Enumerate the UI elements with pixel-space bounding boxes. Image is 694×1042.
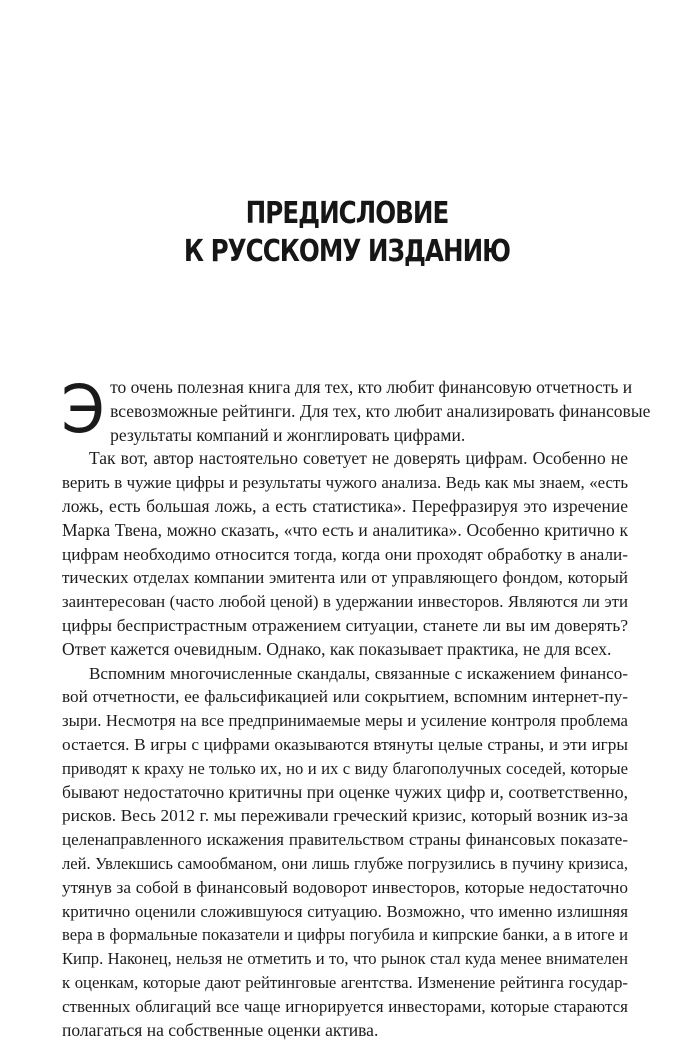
- text-line: всевозможные рейтинги. Для тех, кто любит анализировать финансовые: [110, 400, 651, 421]
- paragraph-3: [62, 662, 628, 1042]
- title-line-2: К РУССКОМУ ИЗДАНИЮ: [183, 234, 511, 269]
- text-line: Так вот, автор настоятельно советует не доверять цифрам. Особенно не: [89, 448, 628, 469]
- text-line: цифрам необходимо относится тогда, когда они проходят обработку в анали-: [62, 544, 628, 564]
- paragraph-1: [61, 371, 651, 448]
- drop-cap: Э: [61, 371, 105, 448]
- text-line: приводят к краху не только их, но и их с виду благополучных соседей, которые: [62, 758, 628, 778]
- body-text: [61, 371, 651, 1042]
- text-line: целенаправленного искажения правительством страны финансовых показате-: [62, 830, 628, 850]
- text-line: полагаться на собственные оценки актива.: [62, 1019, 379, 1040]
- text-line: ственных облигаций все чаще игнорируется инвесторами, которые стараются: [62, 996, 628, 1016]
- text-line: Кипр. Наконец, нельзя не отметить и то, что рынок стал куда менее внимателен: [62, 949, 628, 969]
- paragraph-2: [62, 447, 628, 661]
- text-line: бывают недостаточно критичны при оценке чужих цифр и, соответственно,: [62, 781, 628, 802]
- text-line: Марка Твена, можно сказать, «что есть и аналитика». Особенно критично к: [62, 519, 628, 540]
- text-line: лей. Увлекшись самообманом, они лишь глубже погрузились в пучину кризиса,: [62, 853, 628, 873]
- text-line: тических отделах компании эмитента или от управляющего фондом, который: [62, 568, 628, 588]
- text-line: ложь, есть большая ложь, а есть статистика». Перефразируя это изречение: [62, 495, 628, 516]
- text-line: Вспомним многочисленные скандалы, связанные с искажением финансо-: [89, 663, 628, 683]
- text-line: цифры беспристрастным отражением ситуации, станете ли вы им доверять?: [62, 615, 628, 635]
- text-line: остается. В игры с цифрами оказываются втянуты целые страны, и эти игры: [62, 734, 628, 754]
- text-line: к оценкам, которые дают рейтинговые агентства. Изменение рейтинга государ-: [62, 972, 628, 992]
- text-line: результаты компаний и жонглировать цифрами.: [110, 424, 466, 445]
- text-line: верить в чужие цифры и результаты чужого анализа. Ведь как мы знаем, «есть: [62, 473, 628, 493]
- text-line: вой отчетности, ее фальсификацией или сокрытием, вспомним интернет-пу-: [62, 687, 628, 707]
- text-line: заинтересован (часто любой ценой) в удержании инвесторов. Являются ли эти: [62, 592, 628, 612]
- text-line: вера в формальные показатели и цифры погубила и кипрские банки, а в итоге и: [62, 925, 628, 945]
- text-line: критично оценили сложившуюся ситуацию. Возможно, что именно излишняя: [62, 901, 628, 921]
- page-title: [62, 195, 631, 271]
- text-line: Ответ кажется очевидным. Однако, как показывает практика, не для всех.: [62, 638, 612, 659]
- text-line: зыри. Несмотря на все предпринимаемые меры и усиление контроля проблема: [62, 711, 628, 731]
- text-line: рисков. Весь 2012 г. мы переживали греческий кризис, который возник из-за: [62, 806, 628, 826]
- text-line: утянув за собой в финансовый водоворот инвесторов, которые недостаточно: [62, 877, 628, 897]
- text-line: то очень полезная книга для тех, кто любит финансовую отчетность и: [110, 377, 633, 397]
- title-line-1: ПРЕДИСЛОВИЕ: [245, 196, 449, 231]
